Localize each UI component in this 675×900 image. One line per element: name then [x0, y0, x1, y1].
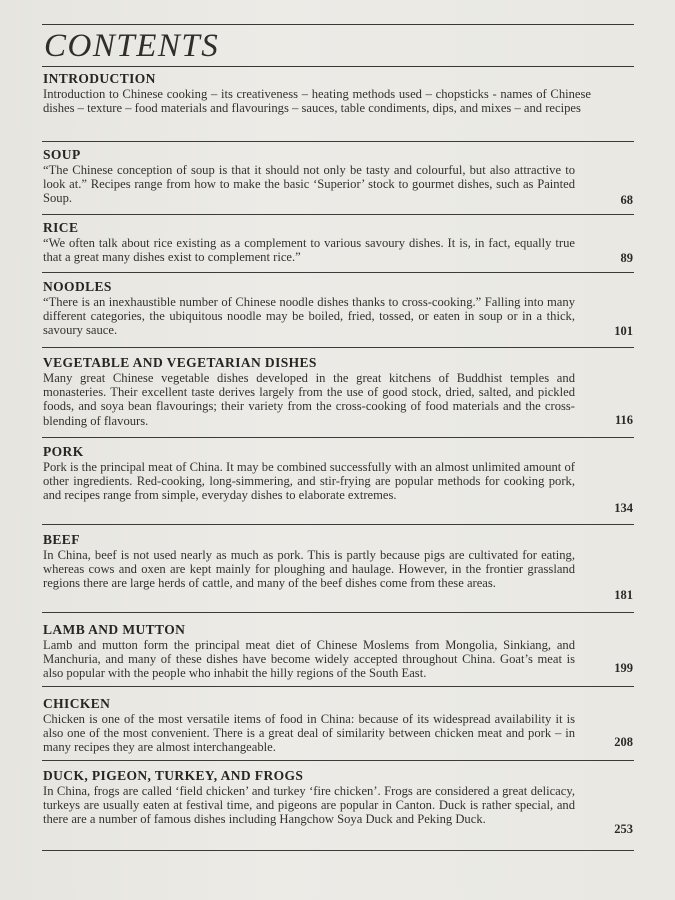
page-number: 68: [620, 193, 633, 207]
section-divider: [42, 272, 634, 273]
section-description: “We often talk about rice existing as a complement to various savoury dishes. It is, in fact, equally true that a great many dishes exist to complement rice.”: [43, 236, 575, 265]
section-divider: [42, 214, 634, 215]
page-number: 89: [620, 251, 633, 265]
section-heading: CHICKEN: [43, 696, 111, 711]
section-description: In China, beef is not used nearly as much as pork. This is partly because pigs are cultivated for eating, whereas cows and oxen are kept mainly for ploughing and haulage. However, in the frontier grassland regions there are large herds of cattle, and many of the beef dishes come from these areas.: [43, 548, 575, 591]
section-vegetable: [43, 355, 633, 428]
section-heading: NOODLES: [43, 279, 112, 294]
section-divider: [42, 437, 634, 438]
top-rule: [42, 24, 634, 25]
section-soup: [43, 147, 633, 206]
section-divider: [42, 686, 634, 687]
section-heading: INTRODUCTION: [43, 71, 156, 86]
section-heading: LAMB AND MUTTON: [43, 622, 186, 637]
page-number: 208: [614, 735, 633, 749]
page-number: 134: [614, 501, 633, 515]
section-description: Chicken is one of the most versatile items of food in China: because of its widespread availability it is also one of the most convenient. There is a great deal of similarity between chicken meat and pork – in many recipes they are almost interchangeable.: [43, 712, 575, 755]
page-number: 181: [614, 588, 633, 602]
section-beef: [43, 532, 633, 602]
section-heading: SOUP: [43, 147, 81, 162]
section-description: Pork is the principal meat of China. It may be combined successfully with an almost unlimited amount of other ingredients. Red-cooking, long-simmering, and stir-frying are popular methods for cooking pork, and recipes range from simple, everyday dishes to elaborate extremes.: [43, 460, 575, 503]
section-duck-pigeon-turkey-frogs: [43, 768, 633, 836]
section-heading: VEGETABLE AND VEGETARIAN DISHES: [43, 355, 317, 370]
section-divider: [42, 141, 634, 142]
title-rule: [42, 66, 634, 67]
section-divider: [42, 612, 634, 613]
section-heading: PORK: [43, 444, 84, 459]
section-noodles: [43, 279, 633, 338]
section-description: Lamb and mutton form the principal meat diet of Chinese Moslems from Mongolia, Sinkiang, and Manchuria, and many of these dishes have become widely accepted throughout China. Goat’s meat is also popular with the people who inhabit the hilly regions of the South East.: [43, 638, 575, 681]
section-divider: [42, 850, 634, 851]
section-description: Many great Chinese vegetable dishes developed in the great kitchens of Buddhist temples and monasteries. Their excellent taste derives largely from the use of good stock, dried, salted, and pickled foods, and soya bean flavourings; their variety from the cross-cooking of food materials and the cross-blending of flavours.: [43, 371, 575, 428]
section-description: “There is an inexhaustible number of Chinese noodle dishes thanks to cross-cooking.” Falling into many different categories, the ubiquitous noodle may be boiled, fried, tossed, or eaten in soup or in a thick, savoury sauce.: [43, 295, 575, 338]
section-heading: RICE: [43, 220, 79, 235]
section-description: Introduction to Chinese cooking – its creativeness – heating methods used – chopsticks - names of Chinese dishes – texture – food materials and flavourings – sauces, table condiments, dips, and mixes – and recipes: [43, 87, 591, 116]
section-divider: [42, 524, 634, 525]
section-description: “The Chinese conception of soup is that it should not only be tasty and colourful, but also attractive to look at.” Recipes range from how to make the basic ‘Superior’ stock to gourmet dishes, such as Painted Soup.: [43, 163, 575, 206]
page-number: 101: [614, 324, 633, 338]
section-heading: DUCK, PIGEON, TURKEY, AND FROGS: [43, 768, 304, 783]
page-number: 253: [614, 822, 633, 836]
section-rice: [43, 220, 633, 264]
section-divider: [42, 760, 634, 761]
section-chicken: [43, 696, 633, 755]
page-number: 199: [614, 661, 633, 675]
page-title: CONTENTS: [44, 28, 220, 64]
section-divider: [42, 347, 634, 348]
section-introduction: [43, 71, 633, 115]
page-number: 116: [614, 413, 633, 427]
section-description: In China, frogs are called ‘field chicken’ and turkey ‘fire chicken’. Frogs are considered a great delicacy, turkeys are usually eaten at festival time, and pigeons are popular in Canton. Duck is rather special, and there are a number of famous dishes including Hangchow Soya Duck and Peking Duck.: [43, 784, 575, 827]
section-pork: [43, 444, 633, 515]
section-lamb-mutton: [43, 622, 633, 681]
section-heading: BEEF: [43, 532, 80, 547]
